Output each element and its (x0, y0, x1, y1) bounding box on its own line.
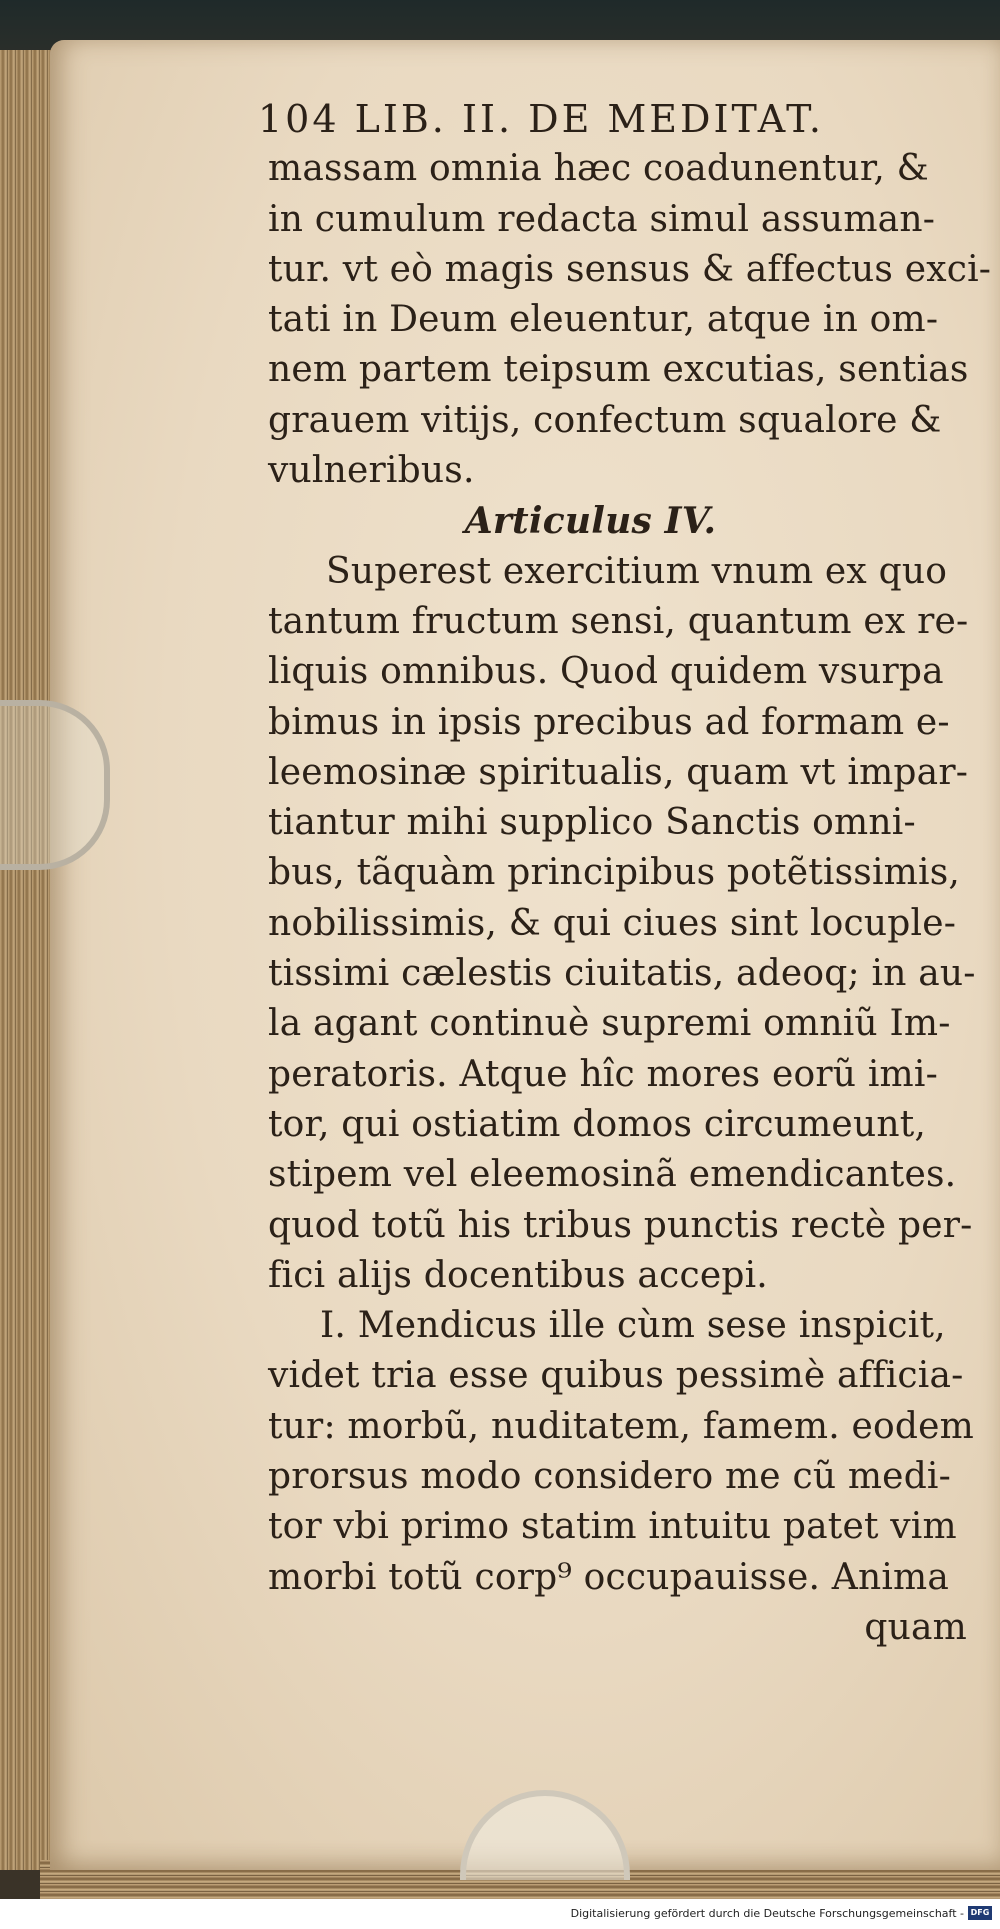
text-line: bus, tãquàm principibus potẽtissimis, (268, 852, 961, 894)
text-line: tur. vt eò magis sensus & affectus exci- (268, 248, 992, 290)
text-line: I. Mendicus ille cùm sese inspicit, (320, 1305, 946, 1347)
text-line: liquis omnibus. Quod quidem vsurpa (268, 651, 944, 693)
text-line: videt tria esse quibus pessimè afficia- (268, 1355, 964, 1397)
text-line: tantum fructum sensi, quantum ex re- (268, 600, 969, 642)
text-line: grauem vitijs, confectum squalore & (268, 399, 942, 441)
text-line: massam omnia hæc coadunentur, & (268, 148, 929, 190)
text-line: prorsus modo considero me cũ medi- (268, 1456, 952, 1498)
footer-bar (0, 1899, 1000, 1929)
text-line: bimus in ipsis precibus ad formam e- (268, 701, 950, 743)
text-line: leemosinæ spiritualis, quam vt impar- (268, 751, 969, 793)
running-head: 104 LIB. II. DE MEDITAT. (258, 97, 824, 141)
section-heading: Articulus IV. (464, 500, 717, 543)
text-line: Superest exercitium vnum ex quo (326, 550, 948, 592)
footer-credit: Digitalisierung gefördert durch die Deutsche Forschungsgemeinschaft - (570, 1907, 964, 1920)
page-text (258, 94, 992, 1653)
text-line: tiantur mihi supplico Sanctis omni- (268, 802, 916, 844)
text-line: tati in Deum eleuentur, atque in om- (268, 299, 939, 341)
text-line: morbi totũ corp⁹ occupauisse. Anima (268, 1556, 950, 1598)
catchword: quam (864, 1606, 967, 1648)
text-line: tur: morbũ, nuditatem, famem. eodem (268, 1405, 974, 1447)
text-line: nem partem teipsum excutias, sentias (268, 349, 969, 391)
text-line: vulneribus. (268, 450, 475, 492)
text-line: in cumulum redacta simul assuman- (268, 198, 936, 240)
dfg-logo: DFG (968, 1906, 992, 1920)
text-line: quod totũ his tribus punctis rectè per- (268, 1204, 973, 1246)
text-line: tissimi cælestis ciuitatis, adeoq; in au- (268, 953, 976, 995)
text-line: tor vbi primo statim intuitu patet vim (268, 1506, 957, 1548)
text-line: tor, qui ostiatim domos circumeunt, (268, 1103, 927, 1145)
page-clip-left (0, 700, 110, 870)
text-line: la agant continuè supremi omniũ Im- (268, 1003, 951, 1045)
text-line: nobilissimis, & qui ciues sint locuple- (268, 902, 957, 944)
text-line: peratoris. Atque hîc mores eorũ imi- (268, 1053, 938, 1095)
text-line: fici alijs docentibus accepi. (268, 1254, 768, 1296)
text-line: stipem vel eleemosinã emendicantes. (268, 1154, 957, 1196)
